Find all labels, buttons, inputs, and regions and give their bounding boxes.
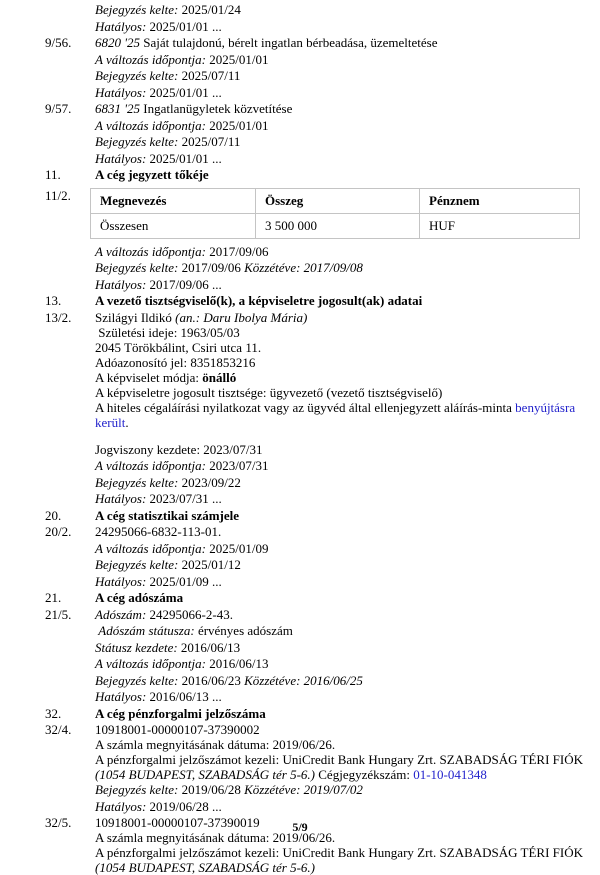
text-span: 2016/06/13 <box>180 639 241 655</box>
text-span: A változás időpontja: <box>95 458 210 473</box>
text-span: Adószám: <box>95 606 150 622</box>
text-span: . <box>125 414 129 430</box>
table-cell: HUF <box>420 213 580 238</box>
doc-line <box>0 458 600 475</box>
item-number: 9/56. <box>45 35 72 50</box>
doc-line <box>0 101 600 118</box>
text-span: 2045 Törökbálint, Csiri utca 11. <box>95 339 262 355</box>
text-span: Hatályos: <box>95 150 150 166</box>
doc-line <box>0 2 600 19</box>
doc-line <box>0 557 600 574</box>
item-number: 13/2. <box>45 309 72 325</box>
text-span: (1054 BUDAPEST, SZABADSÁG tér 5-6.) <box>95 767 319 782</box>
text-span: Adószám státusza: <box>95 623 198 638</box>
capital-table-row <box>0 188 600 239</box>
item-number: 9/57. <box>45 101 72 116</box>
text-span: Státusz kezdete: <box>95 639 181 655</box>
text-span: A pénzforgalmi jelzőszámot kezeli: UniCredit Bank Hungary Zrt. SZABADSÁG TÉRI FIÓK <box>95 845 587 860</box>
text-span: A pénzforgalmi jelzőszámot kezeli: UniCredit Bank Hungary Zrt. SZABADSÁG TÉRI FIÓK <box>95 752 587 767</box>
text-span: A változás időpontja: <box>95 243 210 259</box>
text-span: A cég adószáma <box>95 590 184 605</box>
signature-specimen-link[interactable]: benyújtásra került <box>95 399 579 430</box>
text-span: Bejegyzés kelte: <box>95 68 182 83</box>
text-span: Szilágyi Ildikó <box>95 309 176 325</box>
item-number: 13. <box>45 293 62 308</box>
text-span: 2016/06/13 ... <box>149 689 222 704</box>
doc-line <box>0 673 600 690</box>
doc-line <box>0 541 600 558</box>
doc-line <box>0 370 600 385</box>
text-span: 2025/01/01 ... <box>149 18 222 34</box>
doc-line <box>0 574 600 591</box>
text-span: 24295066-2-43. <box>149 606 233 622</box>
text-span: Közzétéve: 2019/07/02 <box>244 782 363 797</box>
table-header-cell: Megnevezés <box>91 188 256 213</box>
doc-line <box>0 623 600 640</box>
doc-line <box>0 491 600 508</box>
item-number: 21/5. <box>45 606 72 622</box>
text-span: A képviseletre jogosult tisztsége: ügyvezető (vezető tisztségviselő) <box>95 384 443 400</box>
item-number: 11/2. <box>45 187 71 203</box>
text-span: A számla megnyitásának dátuma: 2019/06/26. <box>95 737 336 752</box>
item-number: 20. <box>45 507 62 523</box>
text-span: Bejegyzés kelte: <box>95 2 182 17</box>
spacer <box>0 430 600 442</box>
text-span: Hatályos: <box>95 689 150 704</box>
text-span: 10918001-00000107-37390002 <box>95 722 260 737</box>
text-span: 2025/01/01 ... <box>149 84 222 100</box>
item-number: 32/5. <box>45 815 72 830</box>
text-span: 2025/07/11 <box>181 68 241 83</box>
doc-line <box>0 35 600 52</box>
page-number: 5/9 <box>292 820 308 834</box>
doc-line <box>0 19 600 36</box>
text-span: 2016/06/23 <box>181 672 245 688</box>
doc-line <box>0 310 600 325</box>
item-number: 11. <box>45 167 61 182</box>
section-heading <box>0 508 600 525</box>
text-span: 6820 '25 <box>95 35 144 50</box>
text-span: A vezető tisztségviselő(k), a képviseletre jogosult(ak) adatai <box>95 293 423 308</box>
text-span: A számla megnyitásának dátuma: 2019/06/26. <box>95 830 336 845</box>
text-span: A változás időpontja: <box>95 540 210 556</box>
text-span: Hatályos: <box>95 276 150 292</box>
doc-line <box>0 475 600 492</box>
item-number: 32. <box>45 705 62 721</box>
text-span: A cég pénzforgalmi jelzőszáma <box>95 705 266 721</box>
text-span: Hatályos: <box>95 18 150 34</box>
text-span: 2025/01/24 <box>181 2 241 17</box>
doc-line <box>0 68 600 85</box>
text-span: Bejegyzés kelte: <box>95 474 182 490</box>
text-span: 2025/01/01 <box>209 117 269 133</box>
doc-line <box>0 722 600 737</box>
doc-line <box>0 277 600 294</box>
text-span: 2025/07/11 <box>181 134 241 149</box>
text-span: 2023/07/31 <box>209 458 269 473</box>
text-span: A változás időpontja: <box>95 117 210 133</box>
text-span: Bejegyzés kelte: <box>95 260 182 275</box>
text-span: 2019/06/28 <box>181 782 245 797</box>
text-span: 10918001-00000107-37390019 <box>95 815 260 830</box>
text-span: 2016/06/13 <box>209 656 269 671</box>
text-span: Hatályos: <box>95 798 150 814</box>
doc-line <box>0 689 600 706</box>
text-span: A hiteles cégaláírási nyilatkozat vagy az ügyvéd által ellenjegyzett aláírás-minta <box>95 399 516 415</box>
text-span: 2019/06/28 ... <box>149 798 222 814</box>
doc-line <box>0 400 600 430</box>
text-span: Adóazonosító jel: 8351853216 <box>95 354 256 370</box>
doc-line <box>0 52 600 69</box>
text-span: 2025/01/09 <box>209 540 269 556</box>
table-cell: Összesen <box>91 213 256 238</box>
text-span: A változás időpontja: <box>95 656 210 671</box>
text-span: Közzétéve: 2017/09/08 <box>244 260 363 275</box>
text-span: Hatályos: <box>95 491 150 506</box>
text-span: A képviselet módja: <box>95 369 203 385</box>
text-span: 2025/01/01 <box>209 51 269 67</box>
text-span: érvényes adószám <box>197 623 293 638</box>
doc-line <box>0 845 600 875</box>
table-header-cell: Összeg <box>256 188 420 213</box>
text-span: 6831 '25 <box>95 101 144 116</box>
section-heading <box>0 293 600 310</box>
text-span: (1054 BUDAPEST, SZABADSÁG tér 5-6.) <box>95 860 316 875</box>
text-span: 2017/09/06 <box>181 260 245 275</box>
text-span: Bejegyzés kelte: <box>95 134 182 149</box>
text-span: A változás időpontja: <box>95 51 210 67</box>
doc-line <box>0 260 600 277</box>
doc-line <box>0 355 600 370</box>
doc-line <box>0 385 600 400</box>
section-heading <box>0 706 600 723</box>
doc-line <box>0 737 600 752</box>
doc-line <box>0 799 600 816</box>
bank-company-reg-link[interactable]: 01-10-041348 <box>413 767 487 782</box>
item-number: 20/2. <box>45 524 72 539</box>
table-cell: 3 500 000 <box>256 213 420 238</box>
doc-line <box>0 85 600 102</box>
doc-line <box>0 134 600 151</box>
text-span: 24295066-6832-113-01. <box>95 524 222 539</box>
text-span: Közzétéve: 2016/06/25 <box>244 672 363 688</box>
text-span: Cégjegyzékszám: <box>318 767 414 782</box>
doc-line <box>0 607 600 624</box>
text-span: 2025/01/01 ... <box>149 150 222 166</box>
doc-line <box>0 752 600 782</box>
doc-line <box>0 782 600 799</box>
doc-line <box>0 656 600 673</box>
text-span: (an.: Daru Ibolya Mária) <box>175 309 308 325</box>
item-number: 32/4. <box>45 722 72 737</box>
text-span: A cég statisztikai számjele <box>95 507 240 523</box>
text-span: 2025/01/12 <box>181 557 241 572</box>
doc-line <box>0 151 600 168</box>
text-span: Bejegyzés kelte: <box>95 782 182 797</box>
doc-line <box>0 442 600 459</box>
text-span: Bejegyzés kelte: <box>95 557 182 572</box>
text-span: önálló <box>202 369 237 385</box>
text-span: Hatályos: <box>95 84 150 100</box>
text-span: 2023/07/31 ... <box>149 491 222 506</box>
doc-line <box>0 524 600 541</box>
doc-line <box>0 244 600 261</box>
doc-line <box>0 118 600 135</box>
capital-table <box>90 188 580 239</box>
text-span: 2017/09/06 <box>209 243 269 259</box>
table-header-cell: Pénznem <box>420 188 580 213</box>
text-span: A cég jegyzett tőkéje <box>95 167 209 182</box>
text-span: 2023/09/22 <box>181 474 241 490</box>
text-span: Hatályos: <box>95 573 150 589</box>
section-heading <box>0 167 600 184</box>
section-heading <box>0 590 600 607</box>
text-span: 2017/09/06 ... <box>149 276 222 292</box>
text-span: Saját tulajdonú, bérelt ingatlan bérbeadása, üzemeltetése <box>143 35 438 50</box>
text-span: 2025/01/09 ... <box>149 573 222 589</box>
text-span: Jogviszony kezdete: 2023/07/31 <box>95 441 263 457</box>
doc-line <box>0 640 600 657</box>
doc-line <box>0 340 600 355</box>
doc-line <box>0 325 600 340</box>
item-number: 21. <box>45 590 62 605</box>
text-span: Születési ideje: 1963/05/03 <box>95 324 240 340</box>
text-span: Ingatlanügyletek közvetítése <box>143 101 293 116</box>
text-span: Bejegyzés kelte: <box>95 672 182 688</box>
